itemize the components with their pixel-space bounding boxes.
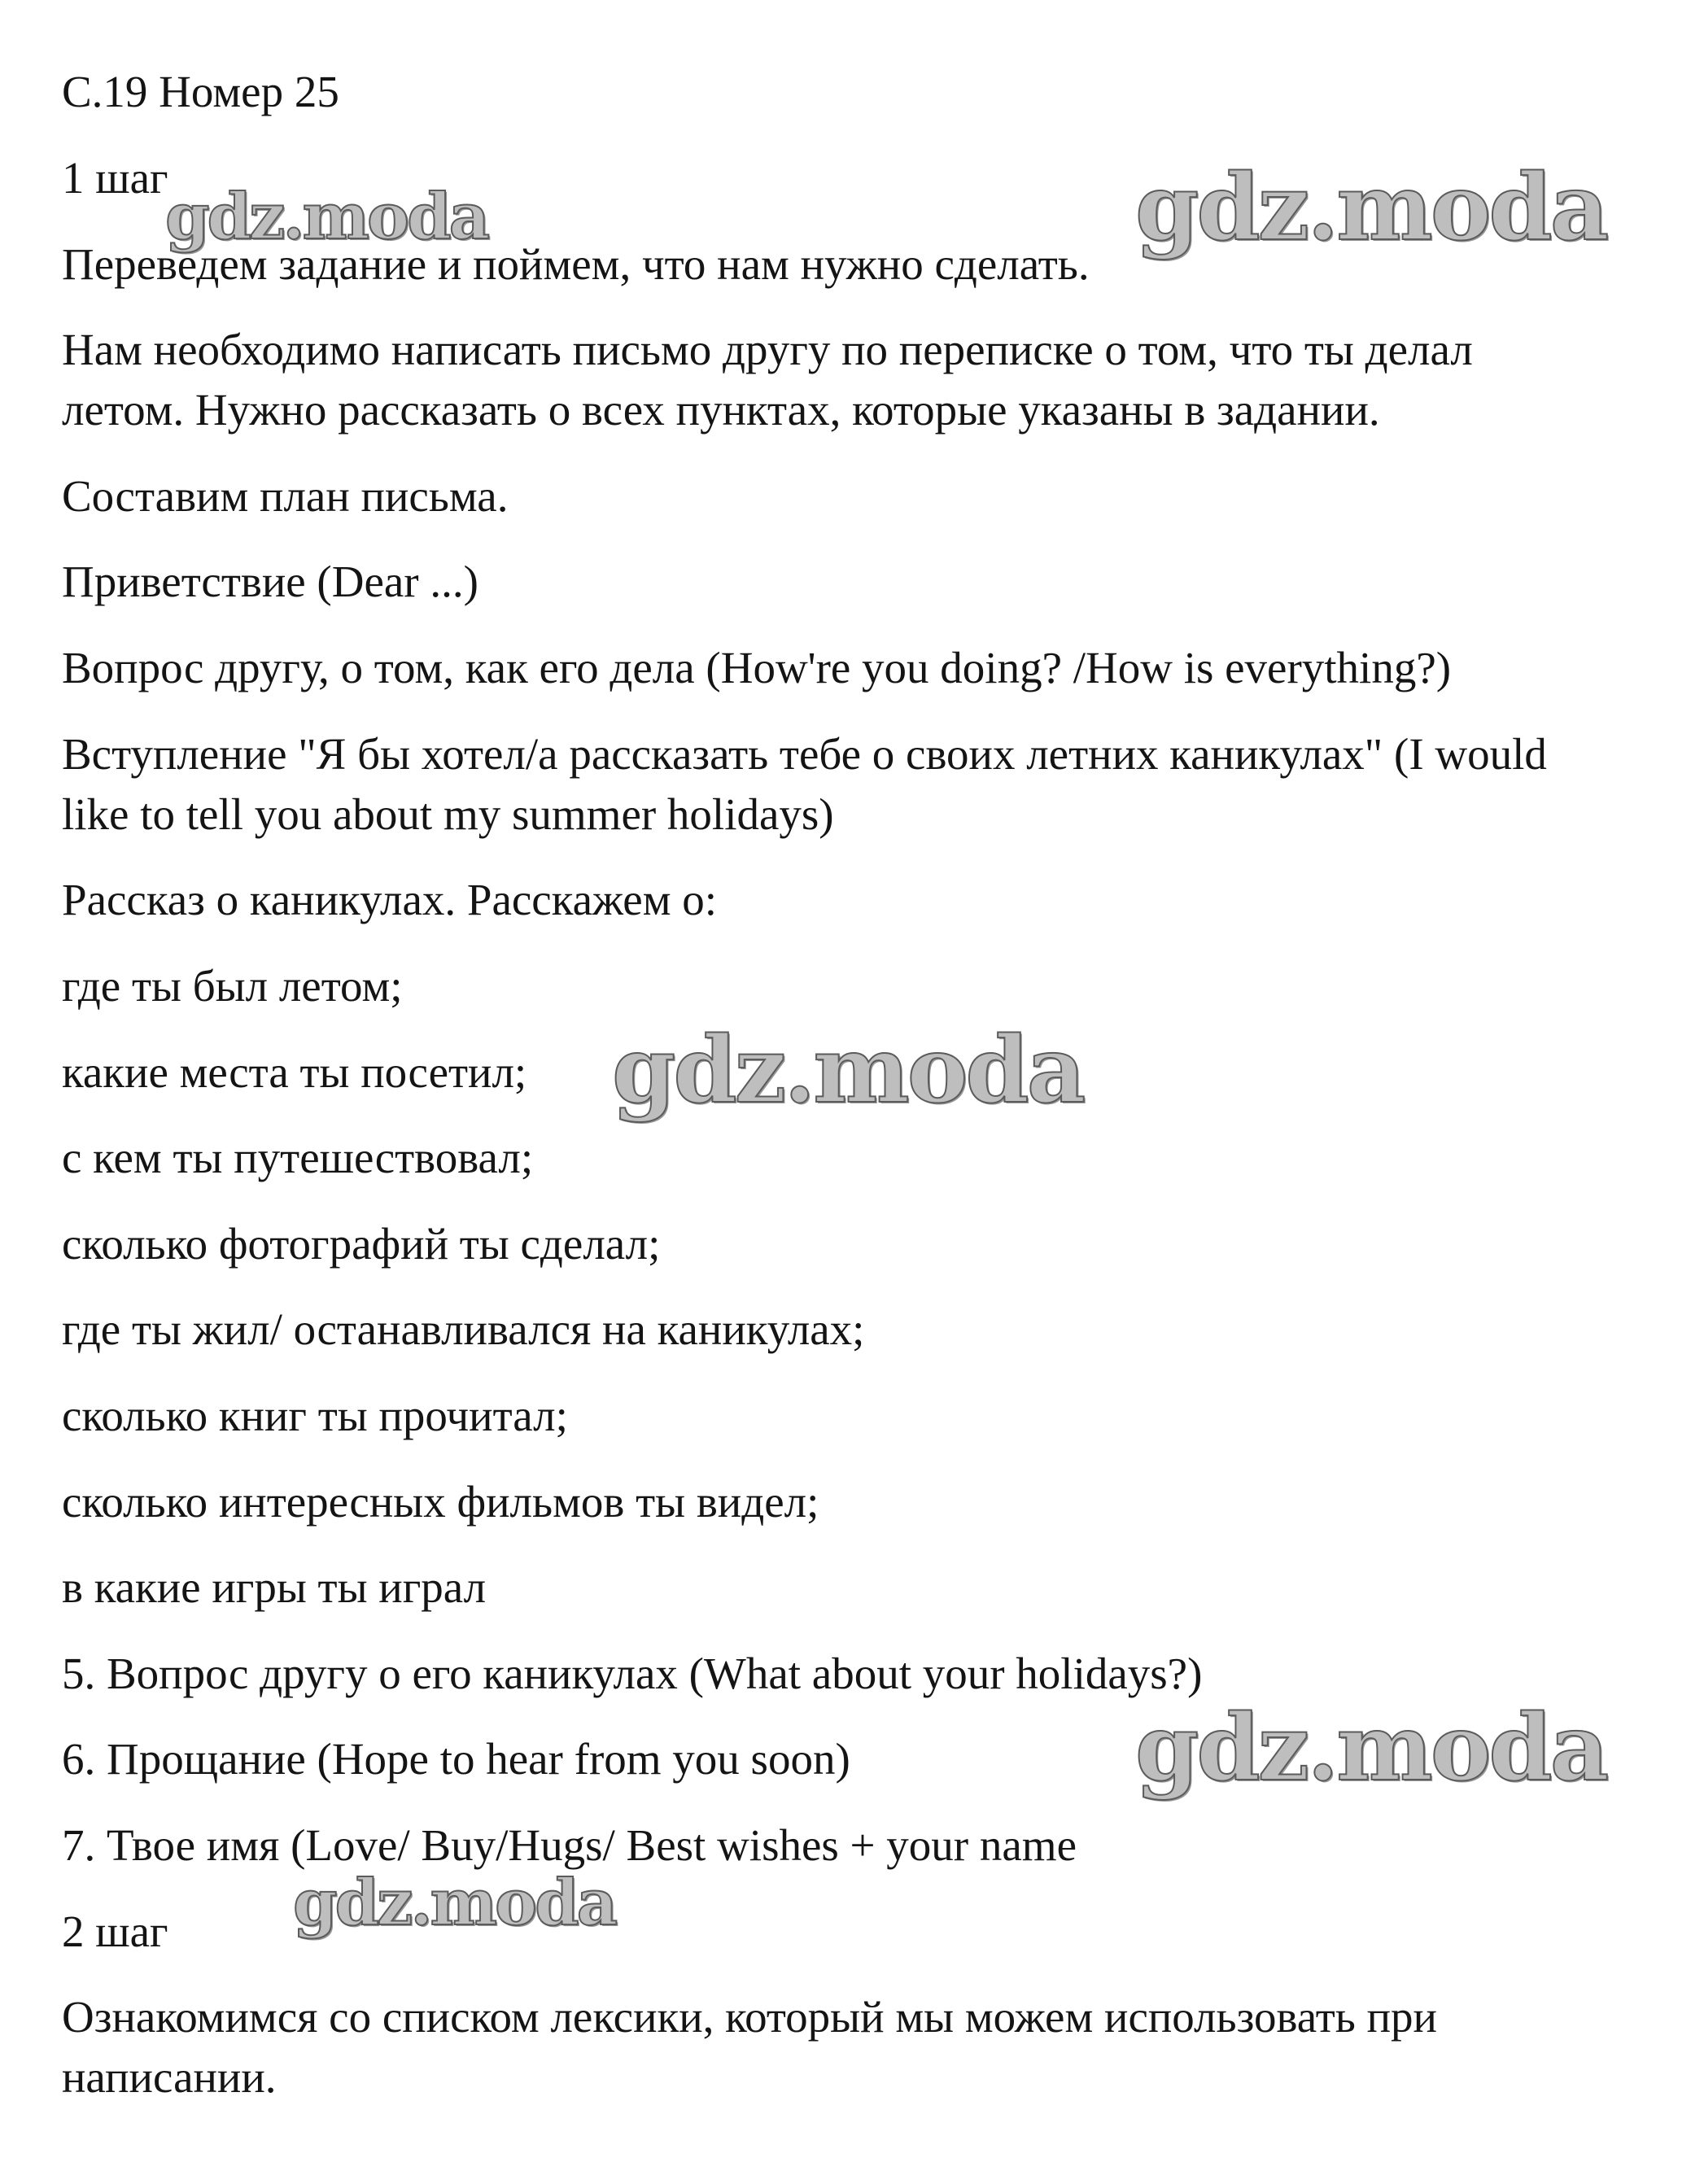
plan-item: сколько интересных фильмов ты видел; <box>62 1477 819 1527</box>
plan-item: сколько книг ты прочитал; <box>62 1391 568 1440</box>
step-1-label: 1 шаг <box>62 153 168 203</box>
watermark: gdz.moda <box>1135 1695 1607 1802</box>
plan-heading: Составим план письма. <box>62 471 509 521</box>
plan-item: Приветствие (Dear ...) <box>62 557 478 606</box>
plan-item: Вступление "Я бы хотел/а рассказать тебе о своих летних каникулах" (I would <box>62 729 1547 779</box>
plan-item: где ты был летом; <box>62 961 403 1011</box>
watermark: gdz.moda <box>1135 155 1607 261</box>
plan-item: 7. Твое имя (Love/ Buy/Hugs/ Best wishes + your name <box>62 1820 1077 1870</box>
plan-item: 6. Прощание (Hope to hear from you soon) <box>62 1734 850 1784</box>
task-description-line-1: Нам необходимо написать письмо другу по переписке о том, что ты делал <box>62 325 1473 374</box>
step-2-text-line-1: Ознакомимся со списком лексики, который мы можем использовать при <box>62 1992 1437 2042</box>
plan-item: like to tell you about my summer holidays) <box>62 789 834 839</box>
watermark: gdz.moda <box>612 1017 1084 1124</box>
watermark: gdz.moda <box>293 1866 616 1940</box>
step-2-text-line-2: написании. <box>62 2052 277 2102</box>
page-header: С.19 Номер 25 <box>62 67 339 116</box>
plan-item: какие места ты посетил; <box>62 1047 527 1097</box>
step-2-label: 2 шаг <box>62 1907 168 1956</box>
plan-item: 5. Вопрос другу о его каникулах (What about your holidays?) <box>62 1649 1203 1698</box>
plan-item: Вопрос другу, о том, как его дела (How're you doing? /How is everything?) <box>62 643 1452 692</box>
plan-item: в какие игры ты играл <box>62 1562 487 1612</box>
watermark: gdz.moda <box>165 180 488 254</box>
plan-item: Рассказ о каникулах. Расскажем о: <box>62 875 718 924</box>
step-1-intro: Переведем задание и поймем, что нам нужно сделать. <box>62 239 1090 289</box>
plan-item: сколько фотографий ты сделал; <box>62 1219 661 1269</box>
plan-item: где ты жил/ останавливался на каникулах; <box>62 1304 865 1354</box>
plan-item: с кем ты путешествовал; <box>62 1133 534 1182</box>
task-description-line-2: летом. Нужно рассказать о всех пунктах, которые указаны в задании. <box>62 385 1380 435</box>
